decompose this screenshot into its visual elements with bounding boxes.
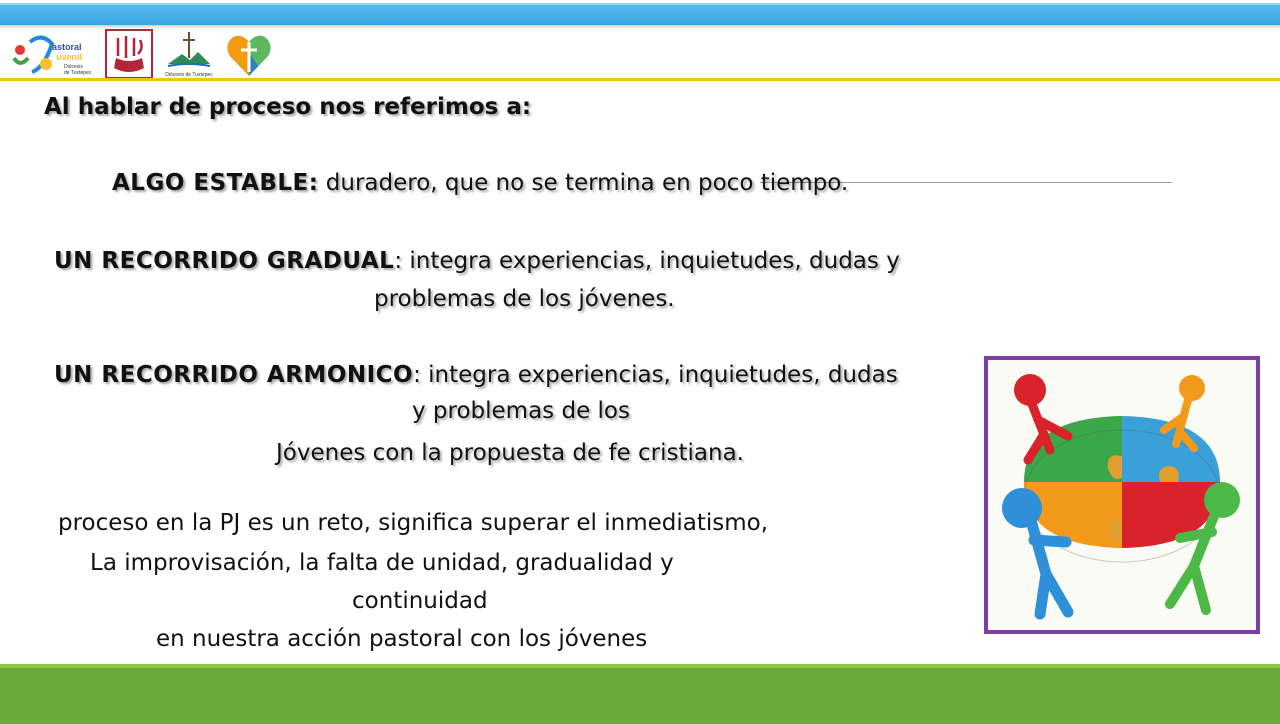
point-stable — [112, 166, 848, 200]
logo-strip — [8, 27, 274, 81]
svg-text:uvenil: uvenil — [56, 52, 83, 62]
svg-text:astoral: astoral — [52, 42, 82, 52]
point-armonico — [54, 358, 898, 392]
cross-mountain-logo — [164, 28, 214, 80]
point-stable-label: ALGO ESTABLE: — [112, 170, 319, 196]
svg-text:Diócesis de Tuxtepec: Diócesis de Tuxtepec — [165, 72, 213, 78]
point-gradual-text: : integra experiencias, inquietudes, dudas y — [394, 248, 900, 274]
top-accent-bar — [0, 3, 1280, 27]
header-divider — [0, 78, 1280, 81]
point-gradual-line2: problemas de los jóvenes. — [374, 286, 675, 312]
point-armonico-line2: y problemas de los — [412, 398, 630, 424]
point-armonico-line3: Jóvenes con la propuesta de fe cristiana. — [276, 440, 744, 466]
puzzle-team-icon — [988, 360, 1256, 630]
closing-line-3: continuidad — [352, 588, 488, 614]
diocesan-emblem-logo — [104, 28, 154, 80]
bottom-accent-bar — [0, 664, 1280, 724]
point-armonico-text: : integra experiencias, inquietudes, dudas — [413, 362, 898, 388]
svg-text:de Tuxtepec: de Tuxtepec — [64, 70, 92, 76]
point-gradual-label: UN RECORRIDO GRADUAL — [54, 248, 395, 274]
closing-line-2: La improvisación, la falta de unidad, gradualidad y — [90, 550, 674, 576]
heading: Al hablar de proceso nos referimos a: — [44, 94, 532, 120]
point-stable-text: duradero, que no se termina en poco tiempo. — [325, 170, 849, 196]
point-armonico-label: UN RECORRIDO ARMONICO — [54, 362, 414, 388]
heart-cross-logo — [224, 28, 274, 80]
closing-line-1: proceso en la PJ es un reto, significa superar el inmediatismo, — [58, 510, 769, 536]
puzzle-team-image — [984, 356, 1260, 634]
point-gradual — [54, 244, 900, 278]
closing-line-4: en nuestra acción pastoral con los jóvenes — [156, 626, 648, 652]
pastoral-juvenil-logo — [8, 28, 94, 80]
svg-text:Diócesis: Diócesis — [64, 64, 83, 70]
